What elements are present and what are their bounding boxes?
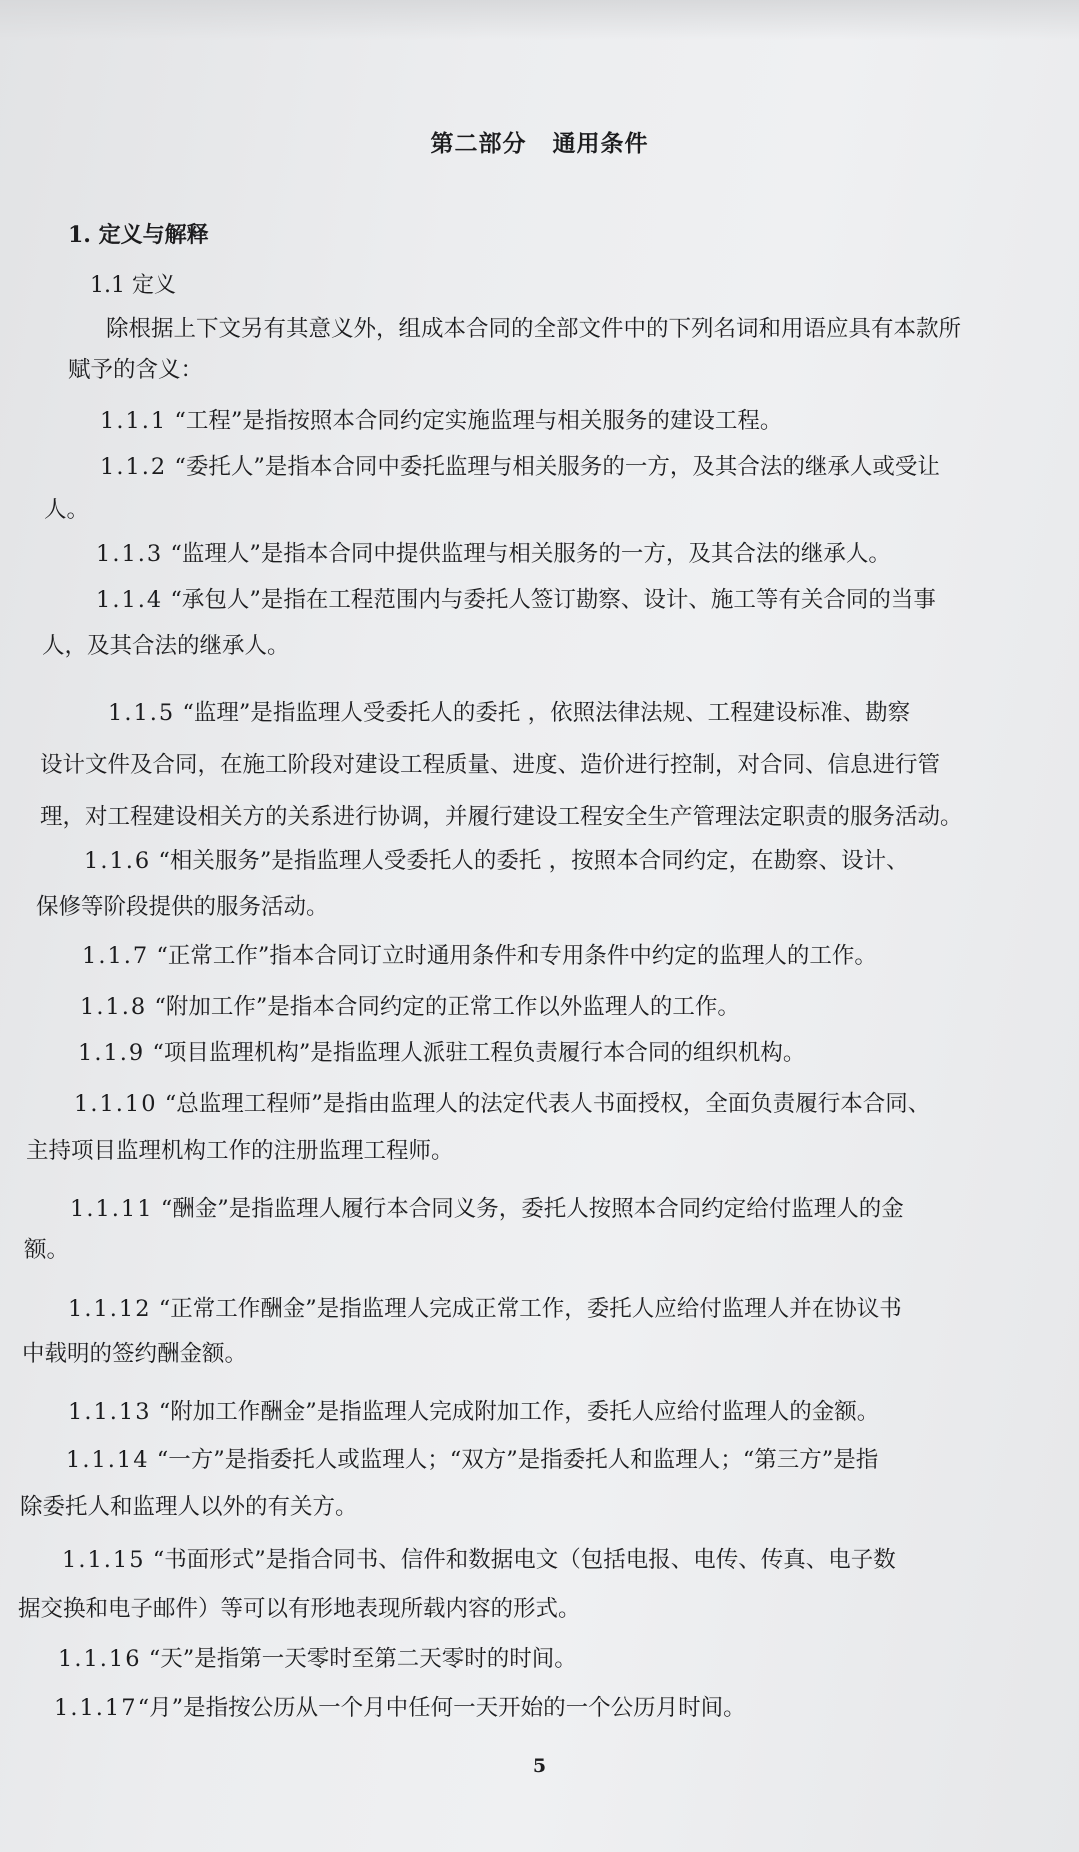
clause-text: “正常工作”指本合同订立时通用条件和专用条件中约定的监理人的工作。	[156, 943, 877, 969]
clause-1-1-5	[108, 697, 910, 729]
clause-text: “附加工作酬金”是指监理人完成附加工作，委托人应给付监理人的金额。	[158, 1399, 880, 1425]
clause-1-1-17	[54, 1692, 746, 1724]
clause-1-1-5-cont-1: 设计文件及合同，在施工阶段对建设工程质量、进度、造价进行控制，对合同、信息进行管	[40, 752, 941, 778]
clause-number: 1.1.8	[80, 994, 148, 1020]
clause-1-1-5-cont-2: 理，对工程建设相关方的关系进行协调，并履行建设工程安全生产管理法定职责的服务活动。	[40, 804, 963, 830]
clause-1-1-9	[78, 1037, 805, 1069]
clause-1-1-4	[96, 584, 936, 616]
clause-text: “一方”是指委托人或监理人；“双方”是指委托人和监理人；“第三方”是指	[156, 1447, 879, 1473]
clause-text: “酬金”是指监理人履行本合同义务，委托人按照本合同约定给付监理人的金	[160, 1196, 904, 1222]
clause-1-1-15	[62, 1544, 896, 1576]
section-title: 1. 定义与解释	[68, 222, 209, 248]
clause-number: 1.1.3	[96, 541, 164, 567]
clause-1-1-2	[100, 451, 940, 483]
clause-number: 1.1.17	[54, 1695, 138, 1721]
intro-line-2: 赋予的含义：	[68, 357, 204, 383]
heading-title: 通用条件	[552, 130, 649, 157]
clause-number: 1.1.4	[96, 587, 164, 613]
page-heading	[0, 128, 1079, 160]
clause-number: 1.1.9	[78, 1040, 146, 1066]
clause-number: 1.1.10	[74, 1091, 158, 1117]
clause-1-1-14-cont: 除委托人和监理人以外的有关方。	[20, 1494, 358, 1520]
clause-text: “月”是指按公历从一个月中任何一天开始的一个公历月时间。	[137, 1695, 746, 1721]
clause-1-1-12	[68, 1293, 902, 1325]
heading-part: 第二部分	[430, 130, 527, 157]
clause-text: “委托人”是指本合同中委托监理与相关服务的一方，及其合法的继承人或受让	[174, 454, 940, 480]
clause-1-1-10	[74, 1088, 930, 1120]
clause-number: 1.1.11	[70, 1196, 154, 1222]
clause-1-1-10-cont: 主持项目监理机构工作的注册监理工程师。	[26, 1138, 454, 1164]
clause-text: “总监理工程师”是指由监理人的法定代表人书面授权，全面负责履行本合同、	[164, 1091, 931, 1117]
clause-text: “监理人”是指本合同中提供监理与相关服务的一方，及其合法的继承人。	[170, 541, 891, 567]
clause-1-1-15-cont: 据交换和电子邮件）等可以有形地表现所载内容的形式。	[18, 1596, 581, 1622]
clause-text: “相关服务”是指监理人受委托人的委托 ，按照本合同约定，在勘察、设计、	[158, 848, 909, 874]
intro-line-1: 除根据上下文另有其意义外，组成本合同的全部文件中的下列名词和用语应具有本款所	[106, 316, 962, 342]
clause-1-1-11-cont: 额。	[24, 1237, 70, 1263]
clause-1-1-6-cont: 保修等阶段提供的服务活动。	[36, 894, 329, 920]
clause-number: 1.1.2	[100, 454, 168, 480]
clause-number: 1.1.13	[68, 1399, 152, 1425]
clause-number: 1.1.14	[66, 1447, 150, 1473]
clause-1-1-12-cont: 中载明的签约酬金额。	[22, 1341, 248, 1367]
clause-text: “监理”是指监理人受委托人的委托 ，依照法律法规、工程建设标准、勘察	[182, 700, 911, 726]
clause-1-1-3	[96, 538, 891, 570]
clause-text: “工程”是指按照本合同约定实施监理与相关服务的建设工程。	[174, 408, 783, 434]
clause-number: 1.1.16	[58, 1646, 142, 1672]
clause-number: 1.1.7	[82, 943, 150, 969]
clause-number: 1.1.1	[100, 408, 168, 434]
clause-text: “天”是指第一天零时至第二天零时的时间。	[148, 1646, 577, 1672]
clause-1-1-16	[58, 1643, 577, 1675]
clause-number: 1.1.15	[62, 1547, 146, 1573]
clause-1-1-2-cont: 人。	[44, 497, 90, 523]
clause-number: 1.1.6	[84, 848, 152, 874]
clause-text: “项目监理机构”是指监理人派驻工程负责履行本合同的组织机构。	[152, 1040, 806, 1066]
clause-number: 1.1.12	[68, 1296, 152, 1322]
clause-1-1-7	[82, 940, 877, 972]
page-number: 5	[532, 1755, 547, 1777]
clause-text: “正常工作酬金”是指监理人完成正常工作，委托人应给付监理人并在协议书	[158, 1296, 902, 1322]
clause-1-1-6	[84, 845, 909, 877]
clause-1-1-14	[66, 1444, 878, 1476]
clause-1-1-13	[68, 1396, 879, 1428]
subsection-title: 1.1 定义	[90, 273, 176, 298]
page-top-shadow	[0, 0, 1079, 40]
clause-number: 1.1.5	[108, 700, 176, 726]
clause-text: “附加工作”是指本合同约定的正常工作以外监理人的工作。	[154, 994, 740, 1020]
clause-1-1-8	[80, 991, 740, 1023]
clause-1-1-4-cont: 人，及其合法的继承人。	[42, 633, 290, 659]
clause-text: “书面形式”是指合同书、信件和数据电文（包括电报、电传、传真、电子数	[152, 1547, 896, 1573]
clause-1-1-11	[70, 1193, 904, 1225]
clause-1-1-1	[100, 405, 782, 437]
clause-text: “承包人”是指在工程范围内与委托人签订勘察、设计、施工等有关合同的当事	[170, 587, 936, 613]
